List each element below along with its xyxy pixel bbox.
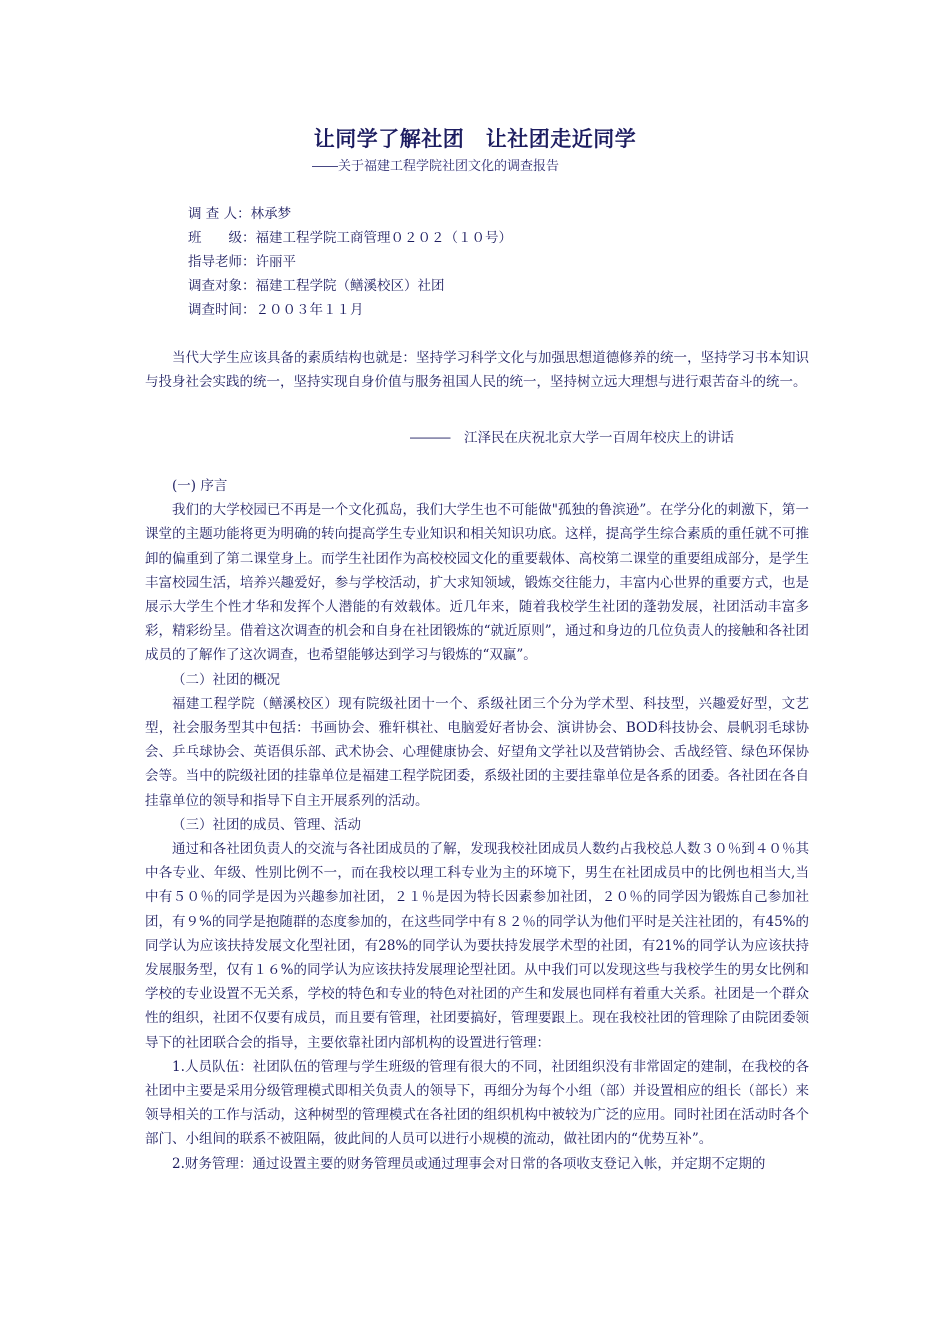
paragraph-item-1: 1.人员队伍：社团队伍的管理与学生班级的管理有很大的不同，社团组织没有非常固定的建制，在我校的各社团中主要是采用分级管理模式即相关负责人的领导下，再细分为每个小组（部）并设置相应的组长（部长）来领导相关的工作与活动，这种树型的管理模式在各社团的组织机构中被较为广泛的应用。同时社团在活动时各个部门、小组间的联系不被阻隔，彼此间的人员可以进行小规模的流动，做社团内的“优势互补”。 xyxy=(145,1058,809,1148)
page-title: 让同学了解社团 让社团走近同学 xyxy=(313,127,637,151)
info-target: 调查对象：福建工程学院（鳝溪校区）社团 xyxy=(188,278,445,294)
section-heading-members: （三）社团的成员、管理、活动 xyxy=(172,816,361,833)
main-content xyxy=(145,474,809,1176)
quote-source: ――― 江泽民在庆祝北京大学一百周年校庆上的讲话 xyxy=(410,430,734,446)
quote-text: 当代大学生应该具备的素质结构也就是：坚持学习科学文化与加强思想道德修养的统一，坚持学习书本知识与投身社会实践的统一，坚持实现自身价值与服务祖国人民的统一，坚持树立远大理想与进行艰苦奋斗的统一。 xyxy=(145,350,809,391)
epigraph-quote xyxy=(145,346,809,394)
info-researcher: 调 查 人：林承梦 xyxy=(188,206,292,222)
page-subtitle: ――关于福建工程学院社团文化的调查报告 xyxy=(312,159,560,174)
info-advisor: 指导老师：许丽平 xyxy=(188,254,296,270)
info-class: 班 级：福建工程学院工商管理０２０２（１０号） xyxy=(188,230,512,246)
paragraph-item-2: 2.财务管理：通过设置主要的财务管理员或通过理事会对日常的各项收支登记入帐，并定期不定期的 xyxy=(172,1155,766,1172)
paragraph-overview: 福建工程学院（鳝溪校区）现有院级社团十一个、系级社团三个分为学术型、科技型，兴趣爱好型，文艺型，社会服务型其中包括：书画协会、雅轩棋社、电脑爱好者协会、演讲协会、BOD科技协会、晨帆羽毛球协会、乒乓球协会、英语俱乐部、武术协会、心理健康协会、好望角文学社以及营销协会、舌战经管、绿色环保协会等。当中的院级社团的挂靠单位是福建工程学院团委，系级社团的主要挂靠单位是各系的团委。各社团在各自挂靠单位的领导和指导下自主开展系列的活动。 xyxy=(145,695,809,809)
paragraph-members: 通过和各社团负责人的交流与各社团成员的了解，发现我校社团成员人数约占我校总人数３０％到４０％其中各专业、年级、性别比例不一，而在我校以理工科专业为主的环境下，男生在社团成员中的比例也相当大,当中有５０％的同学是因为兴趣参加社团，２１％是因为特长因素参加社团，２０％的同学因为锻炼自己参加社团，有９%的同学是抱随群的态度参加的，在这些同学中有８２％的同学认为他们平时是关注社团的，有45%的同学认为应该扶持发展文化型社团，有28%的同学认为要扶持发展学术型的社团，有21%的同学认为应该扶持发展服务型，仅有１６%的同学认为应该扶持发展理论型社团。从中我们可以发现这些与我校学生的男女比例和学校的专业设置不无关系，学校的特色和专业的特色对社团的产生和发展也同样有着重大关系。社团是一个群众性的组织，社团不仅要有成员，而且要有管理，社团要搞好，管理要跟上。现在我校社团的管理除了由院团委领导下的社团联合会的指导，主要依靠社团内部机构的设置进行管理： xyxy=(145,841,809,1051)
info-time: 调查时间：２００３年１１月 xyxy=(188,302,364,318)
paragraph-preface: 我们的大学校园已不再是一个文化孤岛，我们大学生也不可能做"孤独的鲁滨逊”。在学分化的刺激下，第一课堂的主题功能将更为明确的转向提高学生专业知识和相关知识功底。这样，提高学生综合素质的重任就不可推卸的偏重到了第二课堂身上。而学生社团作为高校校园文化的重要载体、高校第二课堂的重要组成部分，是学生丰富校园生活，培养兴趣爱好，参与学校活动，扩大求知领域，锻炼交往能力，丰富内心世界的重要方式，也是展示大学生个性才华和发挥个人潜能的有效载体。近几年来，随着我校学生社团的蓬勃发展，社团活动丰富多彩，精彩纷呈。借着这次调查的机会和自身在社团锻炼的“就近原则”，通过和身边的几位负责人的接触和各社团成员的了解作了这次调查，也希望能够达到学习与锻炼的“双赢”。 xyxy=(145,502,809,664)
report-info xyxy=(188,202,512,322)
section-heading-preface: (一) 序言 xyxy=(172,478,228,494)
section-heading-overview: （二）社团的概况 xyxy=(172,671,280,688)
